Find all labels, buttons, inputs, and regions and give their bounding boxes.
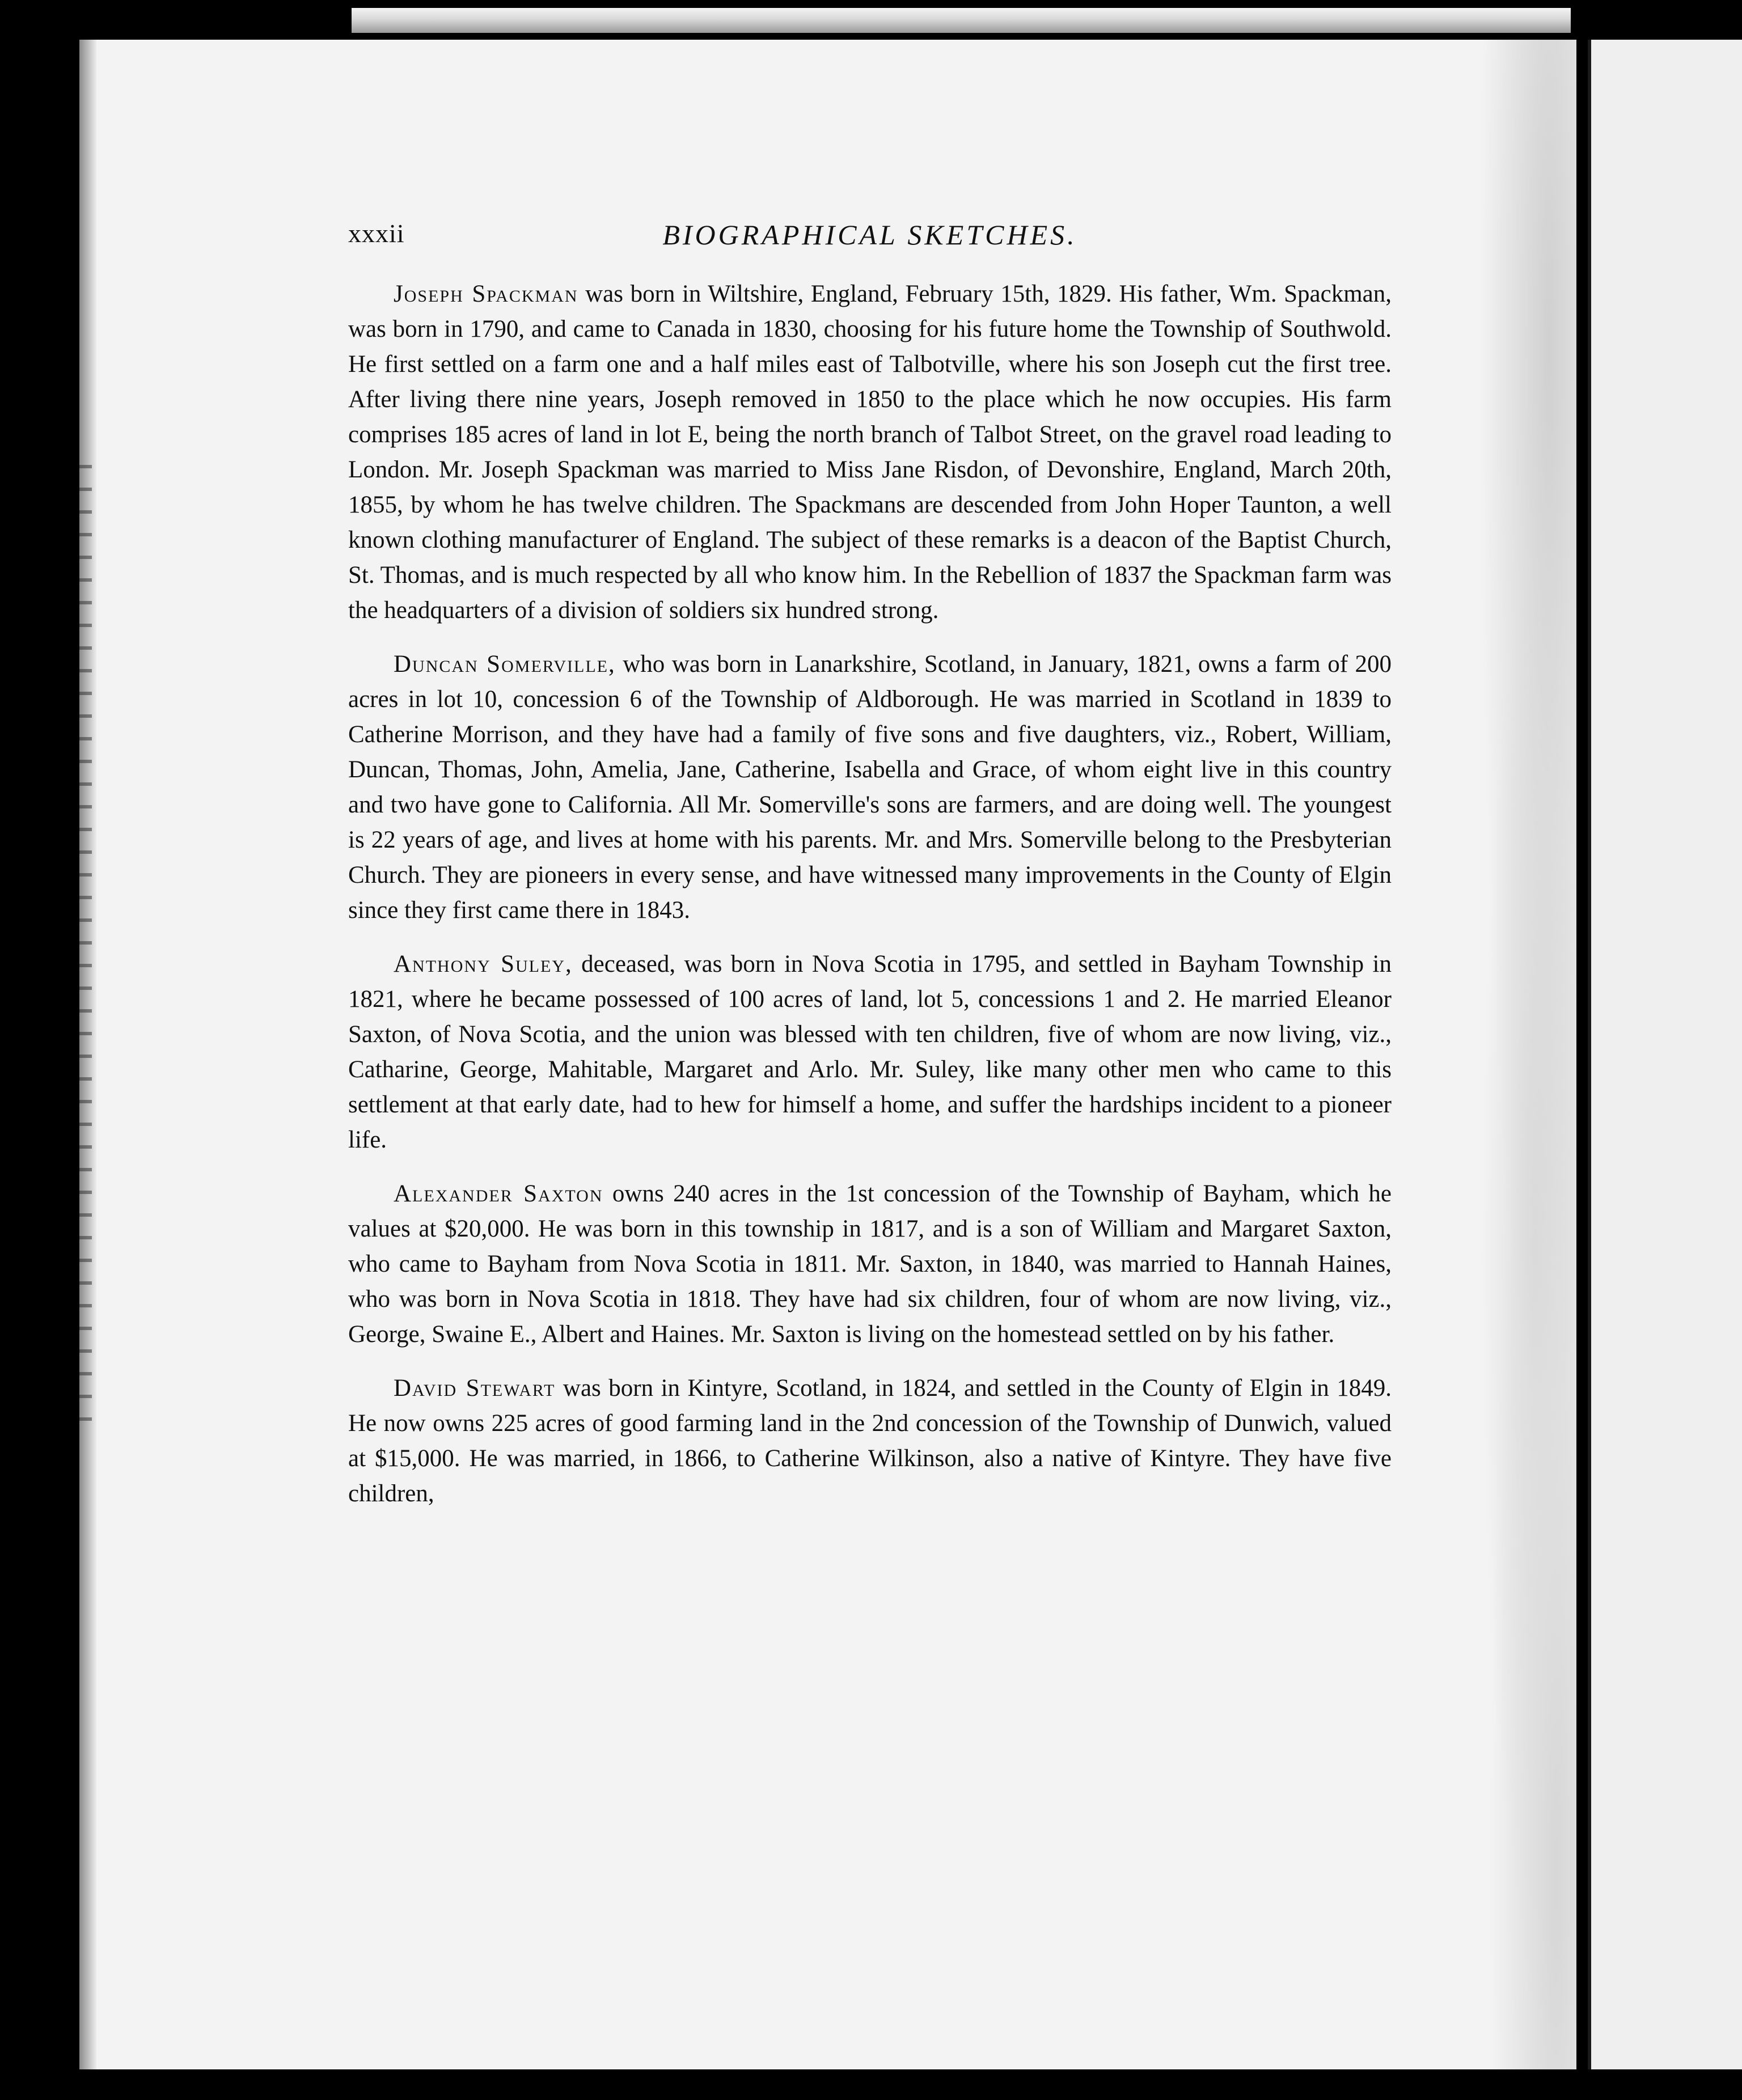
biography-entry xyxy=(348,277,1392,628)
adjacent-page xyxy=(1591,40,1742,2069)
page-header xyxy=(348,218,1392,264)
biography-entry xyxy=(348,1371,1392,1512)
entry-name: Duncan Somerville, xyxy=(394,651,616,678)
entry-text: deceased, was born in Nova Scotia in 1795, and settled in Bayham Township in 1821, where he became possessed of 100 acres of land, lot 5, concessions 1 and 2. He married Eleanor Saxton, of Nova Scotia, and the union was blessed with ten children, five of whom are now living, viz., Catharine, George, Mahitable, Margaret and Arlo. Mr. Suley, like many other men who came to this settlement at that early date, had to hew for himself a home, and suffer the hardships incident to a pioneer life. xyxy=(348,951,1392,1153)
entry-name: Alexander Saxton xyxy=(394,1180,603,1207)
entry-text: who was born in Lanarkshire, Scotland, in January, 1821, owns a farm of 200 acres in lot 10, concession 6 of the Township of Aldborough. He was married in Scotland in 1839 to Catherine Morrison, and they have had a family of five sons and five daughters, viz., Robert, William, Duncan, Thomas, John, Amelia, Jane, Catherine, Isabella and Grace, of whom eight live in this country and two have gone to California. All Mr. Somerville's sons are farmers, and are doing well. The youngest is 22 years of age, and lives at home with his parents. Mr. and Mrs. Somerville belong to the Presbyterian Church. They are pioneers in every sense, and have witnessed many improvements in the County of Elgin since they first came there in 1843. xyxy=(348,651,1392,924)
page-edge-wear xyxy=(1440,40,1576,2069)
biography-entry xyxy=(348,947,1392,1158)
entry-name: Joseph Spackman xyxy=(394,281,578,307)
page-top-edge xyxy=(352,8,1571,33)
gutter-marks xyxy=(79,465,92,1429)
page-number: xxxii xyxy=(348,219,405,248)
entry-text: was born in Kintyre, Scotland, in 1824, and settled in the County of Elgin in 1849. He now owns 225 acres of good farming land in the 2nd concession of the Township of Dunwich, valued at $15,000. He was married, in 1866, to Catherine Wilkinson, also a native of Kintyre. They have five children, xyxy=(348,1375,1392,1507)
biography-entry xyxy=(348,647,1392,928)
page-body xyxy=(348,277,1392,1530)
running-title: BIOGRAPHICAL SKETCHES. xyxy=(662,219,1077,251)
entry-text: owns 240 acres in the 1st concession of the Township of Bayham, which he values at $20,000. He was born in this township in 1817, and is a son of William and Margaret Saxton, who came to Bayham from Nova Scotia in 1811. Mr. Saxton, in 1840, was married to Hannah Haines, who was born in Nova Scotia in 1818. They have had six children, four of whom are now living, viz., George, Swaine E., Albert and Haines. Mr. Saxton is living on the homestead settled on by his father. xyxy=(348,1180,1392,1348)
entry-name: Anthony Suley, xyxy=(394,951,573,977)
entry-name: David Stewart xyxy=(394,1375,556,1402)
entry-text: was born in Wiltshire, England, February 15th, 1829. His father, Wm. Spackman, was born in 1790, and came to Canada in 1830, choosing for his future home the Township of Southwold. He first settled on a farm one and a half miles east of Talbotville, where his son Joseph cut the first tree. After living there nine years, Joseph removed in 1850 to the place which he now occupies. His farm comprises 185 acres of land in lot E, being the north branch of Talbot Street, on the gravel road leading to London. Mr. Joseph Spackman was married to Miss Jane Risdon, of Devonshire, England, March 20th, 1855, by whom he has twelve children. The Spackmans are descended from John Hoper Taunton, a well known clothing manufacturer of England. The subject of these remarks is a deacon of the Baptist Church, St. Thomas, and is much respected by all who know him. In the Rebellion of 1837 the Spackman farm was the headquarters of a division of soldiers six hundred strong. xyxy=(348,281,1392,624)
biography-entry xyxy=(348,1176,1392,1352)
